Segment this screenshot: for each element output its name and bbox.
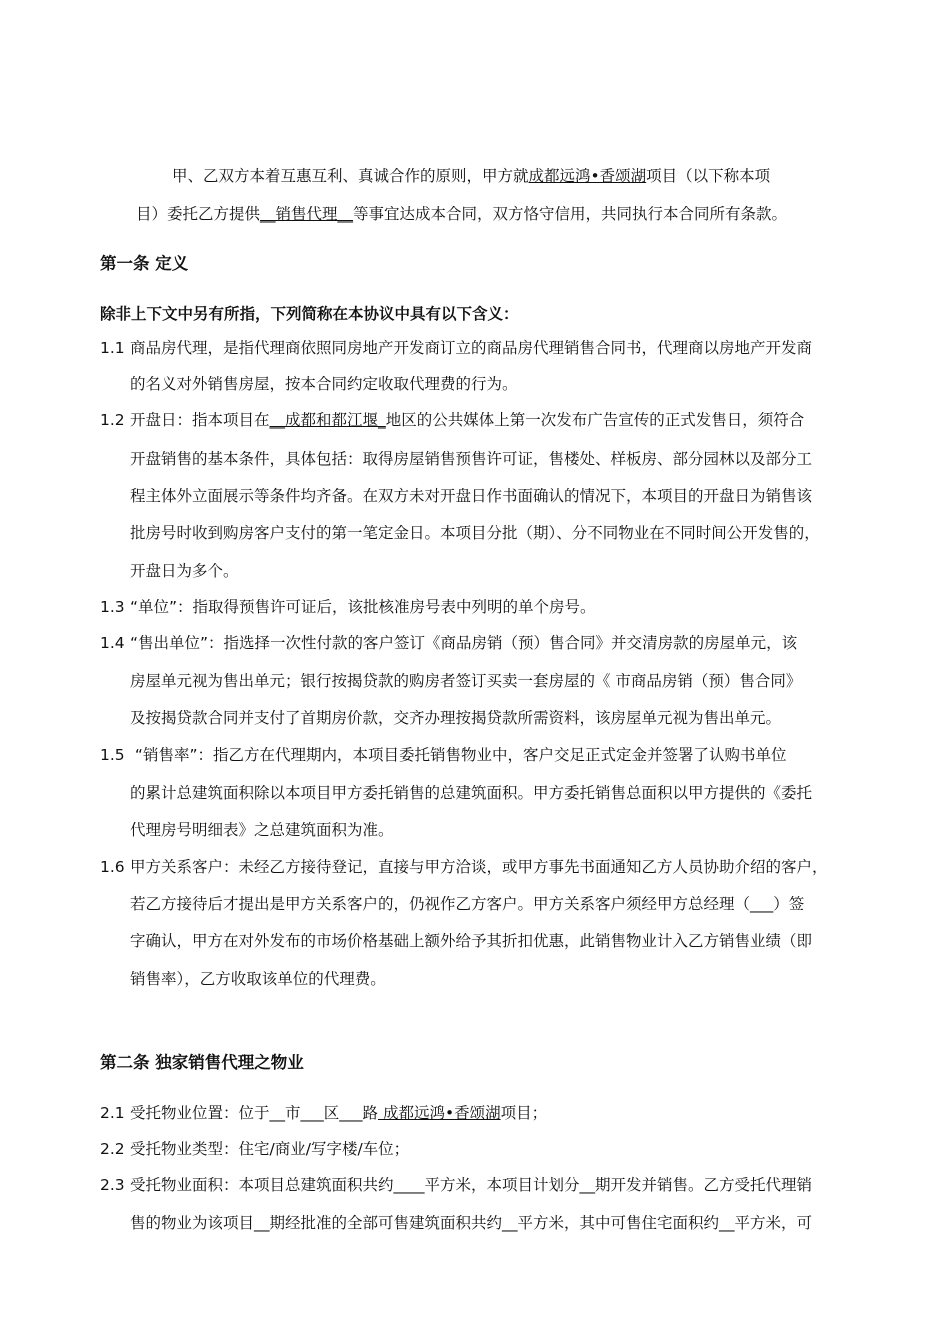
clause-text: 商品房代理，是指代理商依照同房地产开发商订立的商品房代理销售合同书，代理商以房地产开发商	[130, 339, 813, 357]
clause-1-2-cont: 程主体外立面展示等条件均齐备。在双方未对开盘日作书面确认的情况下，本项目的开盘日为销售该	[130, 487, 813, 505]
clause-text: 开盘日：指本项目在	[130, 411, 270, 429]
article-1-title: 第一条 定义	[100, 254, 189, 273]
clause-text: “销售率”：指乙方在代理期内，本项目委托销售物业中，客户交足正式定金并签署了认购书单位	[130, 746, 787, 764]
clause-1-2	[100, 410, 804, 430]
clause-1-4-cont: 房屋单元视为售出单元；银行按揭贷款的购房者签订买卖一套房屋的《 市商品房销（预）售合同》	[130, 672, 802, 690]
clause-text: 地区的公共媒体上第一次发布广告宣传的正式发售日，须符合	[385, 411, 805, 429]
clause-text: 受托物业位置：位于__市___区___路	[130, 1104, 379, 1122]
clause-1-2-cont: 批房号时收到购房客户支付的第一笔定金日。本项目分批（期）、分不同物业在不同时间公开发售的，	[130, 524, 820, 542]
clause-text: 受托物业面积：本项目总建筑面积共约____平方米，本项目计划分__期开发并销售。乙方受托代理销	[130, 1176, 813, 1194]
clause-1-1	[100, 338, 812, 358]
clause-1-4	[100, 633, 797, 653]
project-name: 成都远鸿•香颂湖	[528, 167, 647, 185]
clause-text: “单位”：指取得预售许可证后，该批核准房号表中列明的单个房号。	[130, 598, 596, 616]
clause-1-3	[100, 597, 596, 617]
clause-1-2-cont: 开盘销售的基本条件，具体包括：取得房屋销售预售许可证，售楼处、样板房、部分园林以及部分工	[130, 450, 813, 468]
clause-1-4-cont: 及按揭贷款合同并支付了首期房价款，交齐办理按揭贷款所需资料，该房屋单元视为售出单元。	[130, 709, 782, 727]
clause-2-1	[100, 1103, 547, 1123]
clause-number: 1.5	[100, 746, 125, 764]
clause-1-5-cont: 代理房号明细表》之总建筑面积为准。	[130, 821, 394, 839]
article-1-lead: 除非上下文中另有所指，下列简称在本协议中具有以下含义：	[100, 305, 519, 323]
clause-text: 甲方关系客户：未经乙方接待登记，直接与甲方洽谈，或甲方事先书面通知乙方人员协助介绍的客户，	[130, 858, 828, 876]
intro-text: 项目（以下称本项	[646, 167, 771, 185]
intro-text: 甲、乙双方本着互惠互利、真诚合作的原则，甲方就	[172, 167, 529, 185]
clause-2-2	[100, 1139, 409, 1159]
clause-1-2-cont: 开盘日为多个。	[130, 562, 239, 580]
clause-number: 1.3	[100, 598, 125, 616]
sales-area: __成都和都江堰_	[269, 411, 386, 429]
clause-number: 2.1	[100, 1104, 125, 1122]
clause-1-6-cont: 销售率），乙方收取该单位的代理费。	[130, 970, 386, 988]
clause-1-5-cont: 的累计总建筑面积除以本项目甲方委托销售的总建筑面积。甲方委托销售总面积以甲方提供的《委托	[130, 784, 813, 802]
clause-number: 2.2	[100, 1140, 125, 1158]
intro-line-2	[136, 204, 787, 224]
clause-number: 1.6	[100, 858, 125, 876]
clause-number: 2.3	[100, 1176, 125, 1194]
clause-1-6-cont: 字确认，甲方在对外发布的市场价格基础上额外给予其折扣优惠，此销售物业计入乙方销售业绩（即	[130, 932, 813, 950]
clause-2-3	[100, 1175, 812, 1195]
clause-number: 1.1	[100, 339, 125, 357]
clause-text: 项目；	[500, 1104, 548, 1122]
clause-1-5	[100, 745, 787, 765]
clause-1-6-cont: 若乙方接待后才提出是甲方关系客户的，仍视作乙方客户。甲方关系客户须经甲方总经理（___）签	[130, 895, 805, 913]
clause-text: 受托物业类型：住宅/商业/写字楼/车位；	[130, 1140, 410, 1158]
clause-2-3-cont: 售的物业为该项目__期经批准的全部可售建筑面积共约__平方米，其中可售住宅面积约__平方米，可	[130, 1214, 813, 1232]
clause-number: 1.4	[100, 634, 125, 652]
clause-number: 1.2	[100, 411, 125, 429]
service-type: __销售代理__	[260, 205, 354, 223]
intro-text: 目）委托乙方提供	[136, 205, 261, 223]
intro-line-1	[172, 166, 770, 186]
clause-1-1-cont: 的名义对外销售房屋，按本合同约定收取代理费的行为。	[130, 375, 518, 393]
clause-text: “售出单位”：指选择一次性付款的客户签订《商品房销（预）售合同》并交清房款的房屋单元，该	[130, 634, 798, 652]
project-name: 成都远鸿•香颂湖	[378, 1104, 501, 1122]
intro-text: 等事宜达成本合同，双方恪守信用，共同执行本合同所有条款。	[353, 205, 788, 223]
clause-1-6	[100, 857, 828, 877]
article-2-title: 第二条 独家销售代理之物业	[100, 1053, 304, 1072]
